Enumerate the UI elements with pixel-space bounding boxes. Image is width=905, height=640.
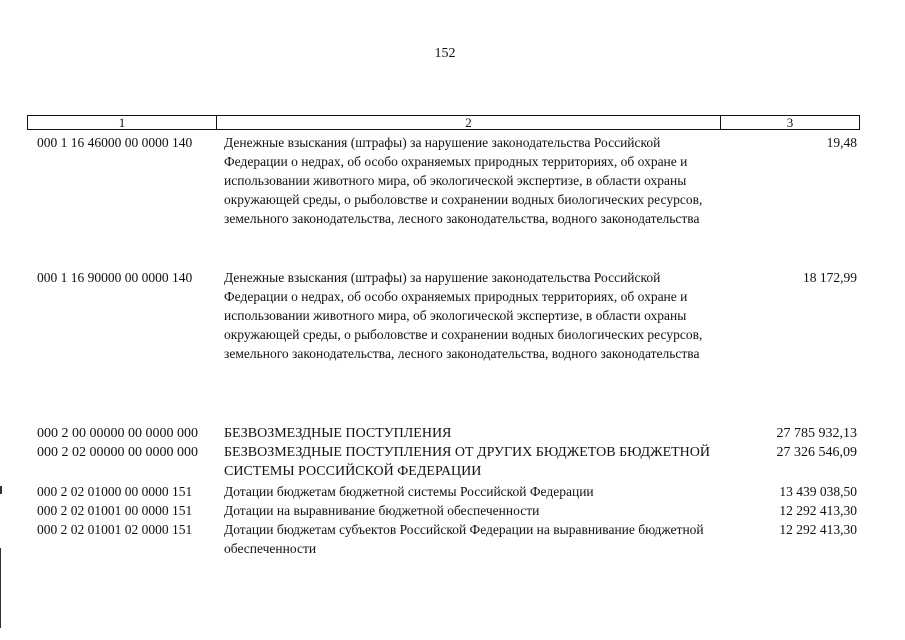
column-header-2: 2 — [217, 116, 721, 130]
row-description: Денежные взыскания (штрафы) за нарушение законодательства Российской Федерации о недрах, об особо охраняемых природных территориях, об охране и использовании животного мира, об экологической экспертизе, в области охраны окружающей среды, о рыболовстве и сохранении водных биологических ресурсов, земельного законодательства, лесного законодательства, водного законодательства — [224, 135, 703, 226]
budget-code: 000 2 02 01000 00 0000 151 — [37, 484, 193, 499]
budget-code: 000 2 00 00000 00 0000 000 — [37, 426, 198, 441]
row-description: Дотации бюджетам субъектов Российской Федерации на выравнивание бюджетной обеспеченности — [224, 522, 704, 556]
budget-code: 000 2 02 00000 00 0000 000 — [37, 445, 198, 460]
scan-edge-line — [0, 548, 1, 628]
budget-code: 000 1 16 90000 00 0000 140 — [37, 270, 193, 285]
row-amount: 13 439 038,50 — [779, 484, 857, 499]
row-description: Дотации бюджетам бюджетной системы Российской Федерации — [224, 484, 594, 499]
budget-code: 000 1 16 46000 00 0000 140 — [37, 135, 193, 150]
column-header-3: 3 — [721, 116, 860, 130]
row-description: БЕЗВОЗМЕЗДНЫЕ ПОСТУПЛЕНИЯ — [224, 426, 452, 441]
row-amount: 18 172,99 — [803, 270, 857, 285]
scan-edge-mark — [0, 486, 2, 494]
column-header-1: 1 — [28, 116, 217, 130]
row-amount: 12 292 413,30 — [779, 522, 857, 537]
budget-code: 000 2 02 01001 00 0000 151 — [37, 503, 193, 518]
column-header-table — [27, 115, 860, 130]
row-description: Дотации на выравнивание бюджетной обеспеченности — [224, 503, 540, 518]
row-description: БЕЗВОЗМЕЗДНЫЕ ПОСТУПЛЕНИЯ ОТ ДРУГИХ БЮДЖЕТОВ БЮДЖЕТНОЙ СИСТЕМЫ РОССИЙСКОЙ ФЕДЕРАЦИИ — [224, 445, 711, 479]
row-amount: 27 785 932,13 — [776, 426, 857, 441]
page-number: 152 — [434, 46, 456, 61]
row-amount: 27 326 546,09 — [776, 445, 857, 460]
row-description: Денежные взыскания (штрафы) за нарушение законодательства Российской Федерации о недрах, об особо охраняемых природных территориях, об охране и использовании животного мира, об экологической экспертизе, в области охраны окружающей среды, о рыболовстве и сохранении водных биологических ресурсов, земельного законодательства, лесного законодательства, водного законодательства — [224, 270, 703, 361]
row-amount: 12 292 413,30 — [779, 503, 857, 518]
budget-code: 000 2 02 01001 02 0000 151 — [37, 522, 193, 537]
row-amount: 19,48 — [826, 135, 857, 150]
